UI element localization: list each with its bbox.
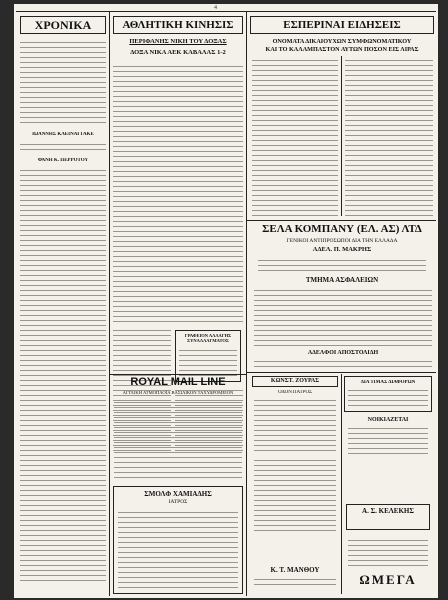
steamship-section: ΤΜΗΜΑ ΑΣΦΑΛΕΙΩΝ [305, 276, 379, 284]
sports-score: ΔΟΞΑ ΝΙΚΑ ΑΕΚ ΚΑΒΑΛΑΣ 1-2 [130, 49, 226, 56]
royal-mail-subtitle: ΑΓΓΛΙΚΗ ΑΤΜΟΠΛΟΪΑ ΒΑΣΙΛΙΚΟΝ ΤΑΧΥΔΡΟΜΕΙΟΝ [122, 390, 234, 395]
chronika-text-block-1 [20, 38, 106, 128]
evening-news-subheading-1: ΟΝΟΜΑΤΑ ΔΙΚΑΙΟΥΧΩΝ ΣΥΜΦΩΝΟΜΑΤΙΚΟΥ [272, 38, 412, 45]
chronika-name-2: ΦΑΝΗ Κ. ΠΕΡΡΟΤΟΥ [37, 158, 89, 163]
doctor-title: ΙΑΤΡΟΣ [168, 499, 188, 505]
evening-news-text-right [345, 56, 433, 216]
chronika-text-block-2 [20, 140, 106, 154]
exchange-ad-title: ΓΡΑΦΕΙΟΝ ΑΛΛΑΓΗΣ ΣΥΝΑΛΛΑΓΜΑΤΟΣ [184, 333, 232, 343]
page-number: 4 [214, 5, 217, 11]
zouras-heading: ΚΩΝΣΤ. ΖΟΥΡΑΣ [252, 376, 338, 387]
evening-news-text-left [252, 56, 338, 216]
royal-mail-title: ROYAL MAIL LINE [130, 376, 226, 388]
steamship-text-3 [254, 357, 432, 367]
chronika-text-block-3 [20, 166, 106, 586]
rent-ad-text [348, 424, 428, 458]
royal-mail-rule-top [110, 374, 247, 375]
manthos-name: Κ. Τ. ΜΑΝΘΟΥ [270, 566, 320, 574]
small-ads-inner-rule [341, 374, 342, 594]
newspaper-page [14, 4, 438, 598]
column-rule-1 [109, 12, 110, 596]
steamship-rule-top [247, 220, 436, 221]
chronika-heading: ΧΡΟΝΙΚΑ [20, 16, 106, 34]
steamship-line-1: ΓΕΝΙΚΟΙ ΑΝΤΙΠΡΟΣΩΠΟΙ ΔΙΑ ΤΗΝ ΕΛΛΑΔΑ [286, 238, 398, 244]
manthos-ad-text [254, 575, 336, 589]
small-ads-rule-top [247, 372, 436, 373]
evening-news-heading: ΕΣΠΕΡΙΝΑΙ ΕΙΔΗΣΕΙΣ [250, 16, 434, 34]
steamship-title: ΣΕΛΑ ΚΟΜΠΑΝΥ (ΕΛ. ΑΣ) ΛΤΔ [262, 223, 422, 235]
steamship-advertiser: ΑΔΕΛΦΟΙ ΑΠΟΣΤΟΛΙΔΗ [307, 350, 379, 356]
sports-subheading: ΠΕΡΙΦΑΝΗΣ ΝΙΚΗ ΤΟΥ ΔΟΞΑΣ [129, 38, 227, 45]
evening-news-subheading-2: ΚΑΙ ΤΟ ΚΑΛΑΜΠΑΣΤΟΝ ΑΥΤΩΝ ΠΟΣΟΝ ΕΙΣ ΛΙΡΑΣ [265, 46, 419, 53]
column-rule-2 [246, 12, 247, 596]
steamship-text-2 [254, 286, 432, 346]
chronika-name-1: ΙΩΑΝΝΗΣ ΚΛΕΙΝΑΙ ΓΑΚΕ [32, 132, 94, 137]
royal-mail-text [114, 398, 242, 482]
shop-ad-text [348, 386, 428, 410]
doctor-ad-text [118, 508, 238, 588]
evening-news-inner-rule [341, 56, 342, 216]
omega-logo: ΩΜΕΓΑ [359, 572, 417, 587]
kelekis-box [346, 504, 430, 530]
top-rule [16, 11, 436, 12]
zouras-subheading: ΟΔΟΝΤΙΑΤΡΟΣ [278, 390, 312, 395]
kelekis-name: Α. Σ. ΚΕΛΕΚΗΣ [362, 507, 414, 515]
shop-ad-title: ΔΙΑ ΤΙΜΑΣ ΔΙΑΦΟΡΩΝ [360, 380, 416, 385]
steamship-line-2: ΑΔΕΛ. Π. ΜΑΚΡΗΣ [312, 246, 372, 253]
doctor-name: ΣΜΟΛΦ ΧΑΜΙΑΔΗΣ [144, 490, 212, 498]
sports-heading: ΑΘΛΗΤΙΚΗ ΚΙΝΗΣΙΣ [113, 16, 243, 34]
zouras-ad-text [254, 396, 336, 452]
bottom-ad-text [254, 456, 336, 536]
kelekis-ad-text [348, 536, 428, 576]
rent-ad-title: ΝΟΙΚΙΑΖΕΤΑΙ [367, 417, 409, 423]
sports-text-block [113, 62, 243, 322]
steamship-text-1 [258, 256, 426, 272]
